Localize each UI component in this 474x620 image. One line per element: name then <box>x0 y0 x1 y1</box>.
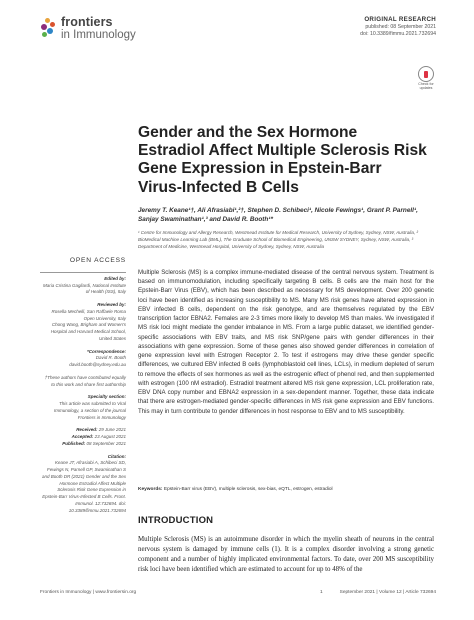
reviewer-2: Chong Wang, Brigham and Women’s Hospital and Harvard Medical School, United States <box>50 322 126 341</box>
citation-heading: Citation: <box>107 453 126 459</box>
correspondence-heading: *Correspondence: <box>86 348 126 354</box>
footer-journal[interactable]: Frontiers in Immunology | www.frontiersin.org <box>40 590 137 595</box>
specialty-section: This article was submitted to Viral Immunology, a section of the journal Frontiers in Immunology <box>54 401 126 420</box>
updates-icon <box>418 66 434 82</box>
published-date-sidebar: 08 September 2021 <box>86 440 126 446</box>
doi-link[interactable]: doi: 10.3389/fimmu.2021.732694 <box>360 31 436 38</box>
open-access-label: OPEN ACCESS <box>69 257 126 264</box>
keywords-list: Epstein-Barr virus (EBV), multiple sclerosis, sex-bias, eQTL, estrogen, estradiol <box>163 487 333 492</box>
article-type: ORIGINAL RESEARCH <box>364 16 436 23</box>
received-date: 29 June 2021 <box>98 427 126 433</box>
page-footer <box>40 590 436 595</box>
footer-volume: September 2021 | Volume 12 | Article 732694 <box>339 590 436 595</box>
affiliations: ¹ Centre for Immunology and Allergy Research, Westmead Institute for Medical Research, University of Sydney, Sydney, NSW, Australia, ² BioMedical Machine Learning Lab (BML), The Graduate School of Biomedical Engineering, UNSW SYDNEY, Sydney, NSW, Australia, ³ Department of Medicine, Westmead Hospital, University of Sydney, Sydney, NSW, Australia <box>138 230 419 249</box>
specialty-section-heading: Specialty section: <box>87 394 126 400</box>
keywords-label: Keywords: <box>138 487 163 492</box>
received-heading: Received: <box>76 427 98 433</box>
frontiers-logo-icon <box>40 18 56 40</box>
citation-text: Keane JT, Afrasiabi A, Schibeci SD, Fewings N, Parnell GP, Swaminathan S and Booth DR (2021) Gender and the Sex Hormone Estradiol Affect Multiple Sclerosis Risk Gene Expression in Epstein-Barr Virus-Infected B Cells. Front. Immunol. 12:732694. doi: 10.3389/fimmu.2021.732694 <box>41 460 126 513</box>
article-title: Gender and the Sex Hormone Estradiol Affect Multiple Sclerosis Risk Gene Expression in Epstein-Barr Virus-Infected B Cells <box>138 124 427 196</box>
reviewer-1: Rosella Mechelli, San Raffaele Roma Open University, Italy <box>51 308 126 321</box>
introduction-heading: INTRODUCTION <box>138 515 214 526</box>
published-heading: Published: <box>62 440 86 446</box>
accepted-heading: Accepted: <box>71 434 94 440</box>
published-date: published: 08 September 2021 <box>365 24 436 31</box>
equal-contribution-note: †These authors have contributed equally to this work and share first authorship <box>44 374 126 387</box>
article-info-sidebar <box>40 256 126 514</box>
correspondence-name: David R. Booth <box>95 355 126 361</box>
updates-label: Check for updates <box>418 82 434 90</box>
keywords <box>138 487 434 492</box>
abstract: Multiple Sclerosis (MS) is a complex immune-mediated disease of the central nervous system. Treatment is based on immunomodulation, including specifically targeting B cells. B cells are the main host for the Epstein-Barr Virus (EBV), which has been described as necessary for MS development. Over 200 genetic loci have been identified as increasing susceptibility to MS. Many MS risk genes have altered expression in EBV infected B cells, dependent on the risk genotype, and are themselves regulated by the EBV transcription factor EBNA2. Females are 2-3 times more likely to develop MS than males. We investigated if MS risk loci might mediate the gender imbalance in MS. From a large public dataset, we identified gender-specific associations with EBV traits, and MS risk SNP/gene pairs with gender differences in their associations with gene expression. Some of these genes also showed gender differences in correlation of gene expression level with Estrogen Receptor 2. To test if estrogens may drive these gender specific differences, we cultured EBV infected B cells (lymphoblastoid cell lines, LCLs), in medium depleted of serum to remove the effects of sex hormones as well as the estrogenic effect of phenol red, and then supplemented with estrogen (100 nM estradiol). Estradiol treatment altered MS risk gene expression, LCL proliferation rate, EBV DNA copy number and EBNA2 expression in a sex-dependent manner. Together, these data indicate that there are estrogen-mediated gender-specific differences in MS risk gene expression and EBV functions. This may in turn contribute to gender differences in host response to EBV and to MS susceptibility. <box>138 269 434 415</box>
journal-name: in Immunology <box>61 28 136 41</box>
author-list[interactable]: Jeremy T. Keane¹†, Ali Afrasiabi¹,²†, Stephen D. Schibeci¹, Nicole Fewings¹, Grant P. Parnell¹, Sanjay Swaminathan¹,³ and David R. Booth¹* <box>138 207 418 224</box>
reviewed-by-heading: Reviewed by: <box>97 302 126 308</box>
correspondence-email[interactable]: david.booth@sydney.edu.au <box>69 362 126 368</box>
accepted-date: 23 August 2021 <box>94 434 126 440</box>
introduction-text: Multiple Sclerosis (MS) is an autoimmune disorder in which the myelin sheath of neurons in the central nervous system is damaged by immune cells (1). It is a complex disorder involving a strong genetic component and a number of highly implicated environmental factors. To date, over 200 MS susceptibility risk loci have been identified which are estimated to account for up to 48% of the <box>138 536 434 573</box>
check-for-updates-button[interactable] <box>416 66 436 91</box>
journal-logo[interactable] <box>40 16 136 41</box>
brand-name: frontiers <box>61 15 113 29</box>
editor: Maria Cristina Gagliardi, National Institute of Health (ISS), Italy <box>42 282 126 295</box>
sidebar-divider <box>40 272 126 273</box>
article-meta <box>360 16 436 38</box>
edited-by-heading: Edited by: <box>104 275 126 281</box>
page-number: 1 <box>320 590 323 595</box>
